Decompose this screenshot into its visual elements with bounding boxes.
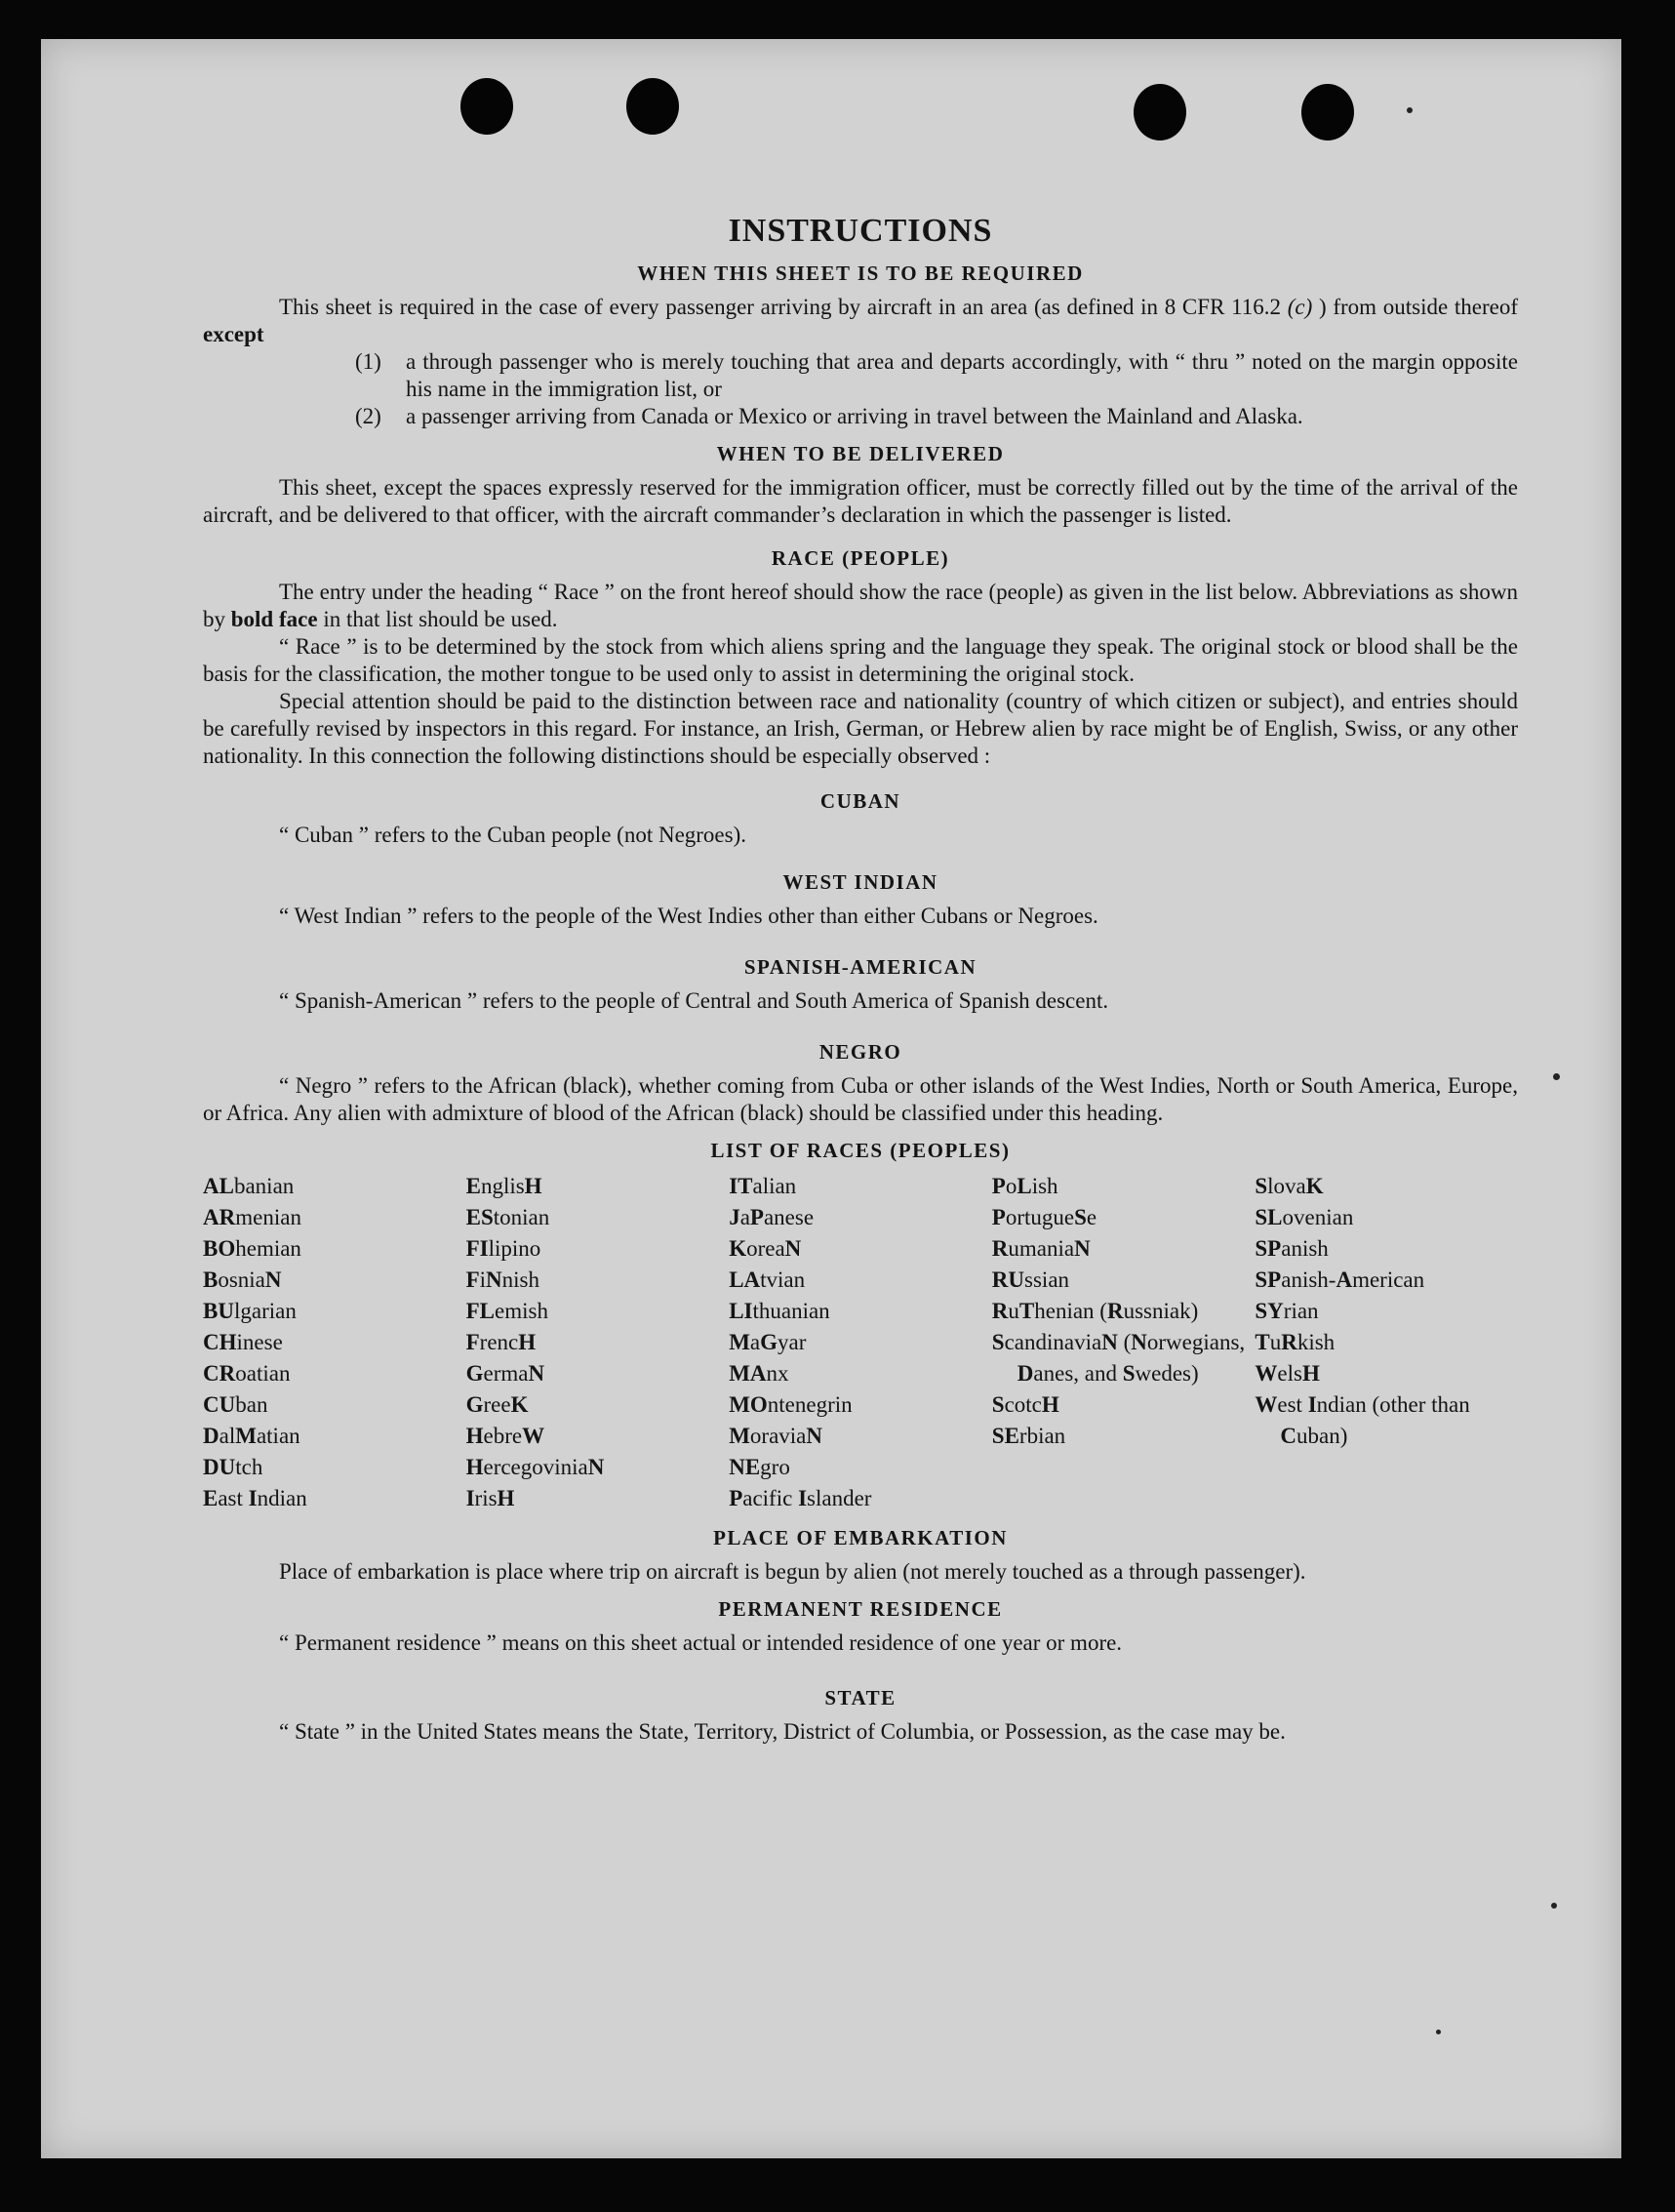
race-entry: SYrian [1255, 1299, 1319, 1323]
speck [1551, 1903, 1557, 1909]
state-text: “ State ” in the United States means the State, Territory, District of Columbia, or Possession, as the case may be. [279, 1719, 1286, 1744]
race-entry: FLemish [465, 1299, 548, 1323]
race-paragraph-2: “ Race ” is to be determined by the stock from which aliens spring and the language they speak. The original stock or blood shall be the basis for the classification, the mother tongue to be used only to assist in determining the original stock. [203, 634, 1518, 686]
heading-when-delivered: WHEN TO BE DELIVERED [716, 442, 1005, 465]
race-entry: LIthuanian [729, 1299, 830, 1323]
negro-text: “ Negro ” refers to the African (black), whether coming from Cuba or other islands of the West Indies, North or South America, Europe, or Africa. Any alien with admixture of blood of the African (black) should be classified under this heading. [203, 1073, 1518, 1125]
heading-cuban: CUBAN [819, 789, 901, 813]
exception-item-2: (2) a passenger arriving from Canada or Mexico or arriving in travel between the Mainland and Alaska. [355, 404, 1303, 428]
races-column-4 [992, 1171, 1256, 1514]
race-entry: FIlipino [465, 1236, 541, 1261]
race-entry: LAtvian [729, 1267, 806, 1292]
race-entry: SErbian [991, 1424, 1066, 1448]
race-entry: TuRkish [1255, 1330, 1336, 1354]
race-entry: HercegoviniaN [465, 1455, 605, 1479]
exception-item-1: (1) a through passenger who is merely touching that area and departs accordingly, with “ thru ” noted on the margin opposite his name in the immigration list, or [355, 349, 1518, 401]
race-entry: PortugueSe [991, 1205, 1097, 1229]
race-entry: NEgro [729, 1455, 790, 1479]
cuban-text: “ Cuban ” refers to the Cuban people (not Negroes). [279, 823, 747, 847]
heading-spanish-american: SPANISH-AMERICAN [743, 955, 977, 979]
punch-hole [1301, 84, 1354, 141]
race-entry: Pacific Islander [729, 1486, 872, 1510]
race-entry: EStonian [465, 1205, 550, 1229]
race-entry: ScandinaviaN (Norwegians, Danes, and Swedes) [991, 1330, 1246, 1386]
punch-hole [626, 78, 679, 135]
race-entry: MaGyar [729, 1330, 807, 1354]
race-entry: East Indian [203, 1486, 307, 1510]
heading-when-required: WHEN THIS SHEET IS TO BE REQUIRED [637, 261, 1084, 285]
races-column-3 [729, 1171, 992, 1514]
race-entry: ITalian [729, 1174, 797, 1198]
race-entry: CHinese [203, 1330, 283, 1354]
race-entry: RUssian [991, 1267, 1070, 1292]
races-list [203, 1171, 1518, 1514]
race-entry: MAnx [729, 1361, 789, 1386]
west-indian-text: “ West Indian ” refers to the people of the West Indies other than either Cubans or Negroes. [279, 904, 1098, 928]
race-entry: SPanish [1255, 1236, 1329, 1261]
race-entry: ALbanian [203, 1174, 295, 1198]
race-entry: BUlgarian [203, 1299, 297, 1323]
race-entry: RumaniaN [991, 1236, 1091, 1261]
heading-embarkation: PLACE OF EMBARKATION [713, 1526, 1008, 1549]
speck [1436, 2030, 1441, 2034]
heading-race: RACE (PEOPLE) [771, 546, 950, 570]
punch-hole [460, 78, 513, 135]
speck [1407, 107, 1413, 113]
races-column-5 [1255, 1171, 1518, 1514]
race-entry: JaPanese [729, 1205, 815, 1229]
race-entry: SLovenian [1255, 1205, 1354, 1229]
heading-negro: NEGRO [818, 1040, 902, 1064]
race-entry: GermaN [465, 1361, 545, 1386]
race-entry: GreeK [465, 1392, 529, 1417]
embarkation-text: Place of embarkation is place where trip on aircraft is begun by alien (not merely touched as a through passenger). [279, 1559, 1306, 1584]
races-column-1 [203, 1171, 466, 1514]
race-entry: BOhemian [203, 1236, 301, 1261]
race-entry: West Indian (other than Cuban) [1255, 1392, 1470, 1448]
race-entry: MOntenegrin [729, 1392, 853, 1417]
speck [1553, 1073, 1560, 1080]
race-entry: ARmenian [203, 1205, 301, 1229]
heading-west-indian: WEST INDIAN [782, 870, 938, 894]
race-entry: DUtch [203, 1455, 263, 1479]
race-entry: CRoatian [203, 1361, 291, 1386]
when-delivered-text: This sheet, except the spaces expressly reserved for the immigration officer, must be correctly filled out by the time of the arrival of the aircraft, and be delivered to that officer, with the aircraft commander’s declaration in which the passenger is listed. [203, 475, 1518, 527]
race-entry: IrisH [465, 1486, 515, 1510]
page-title: INSTRUCTIONS [728, 213, 993, 249]
race-entry: WelsH [1255, 1361, 1320, 1386]
race-paragraph-1: The entry under the heading “ Race ” on the front hereof should show the race (people) as given in the list below. Abbreviations as shown by bold face in that list should be used. [203, 580, 1518, 631]
race-entry: SPanish-American [1255, 1267, 1425, 1292]
heading-list-of-races: LIST OF RACES (PEOPLES) [710, 1139, 1011, 1162]
spanish-american-text: “ Spanish-American ” refers to the people of Central and South America of Spanish descent. [279, 988, 1109, 1013]
race-entry: KoreaN [729, 1236, 802, 1261]
permanent-residence-text: “ Permanent residence ” means on this sheet actual or intended residence of one year or more. [279, 1630, 1123, 1655]
race-paragraph-3: Special attention should be paid to the distinction between race and nationality (country of which citizen or subject), and entries should be carefully revised by inspectors in this regard. For instance, an Irish, German, or Hebrew alien by race might be of English, Swiss, or any other nationality. In this connection the following distinctions should be especially observed : [203, 689, 1518, 768]
heading-permanent-residence: PERMANENT RESIDENCE [718, 1597, 1003, 1621]
race-entry: CUban [203, 1392, 268, 1417]
races-column-2 [466, 1171, 730, 1514]
race-entry: FrencH [465, 1330, 537, 1354]
when-required-intro: This sheet is required in the case of every passenger arriving by aircraft in an area (as defined in 8 CFR 116.2 (c) ) from outside thereof except [203, 295, 1519, 346]
race-entry: HebreW [465, 1424, 545, 1448]
heading-state: STATE [824, 1686, 897, 1709]
race-entry: MoraviaN [729, 1424, 822, 1448]
instructions-content [203, 174, 1518, 1746]
race-entry: RuThenian (Russniak) [991, 1299, 1199, 1323]
race-entry: DalMatian [203, 1424, 300, 1448]
punch-hole [1134, 84, 1186, 141]
race-entry: EnglisH [465, 1174, 542, 1198]
race-entry: PoLish [991, 1174, 1058, 1198]
document-sheet [41, 39, 1621, 2158]
race-entry: BosniaN [203, 1267, 282, 1292]
race-entry: SlovaK [1255, 1174, 1324, 1198]
race-entry: FiNnish [465, 1267, 540, 1292]
race-entry: ScotcH [991, 1392, 1059, 1417]
